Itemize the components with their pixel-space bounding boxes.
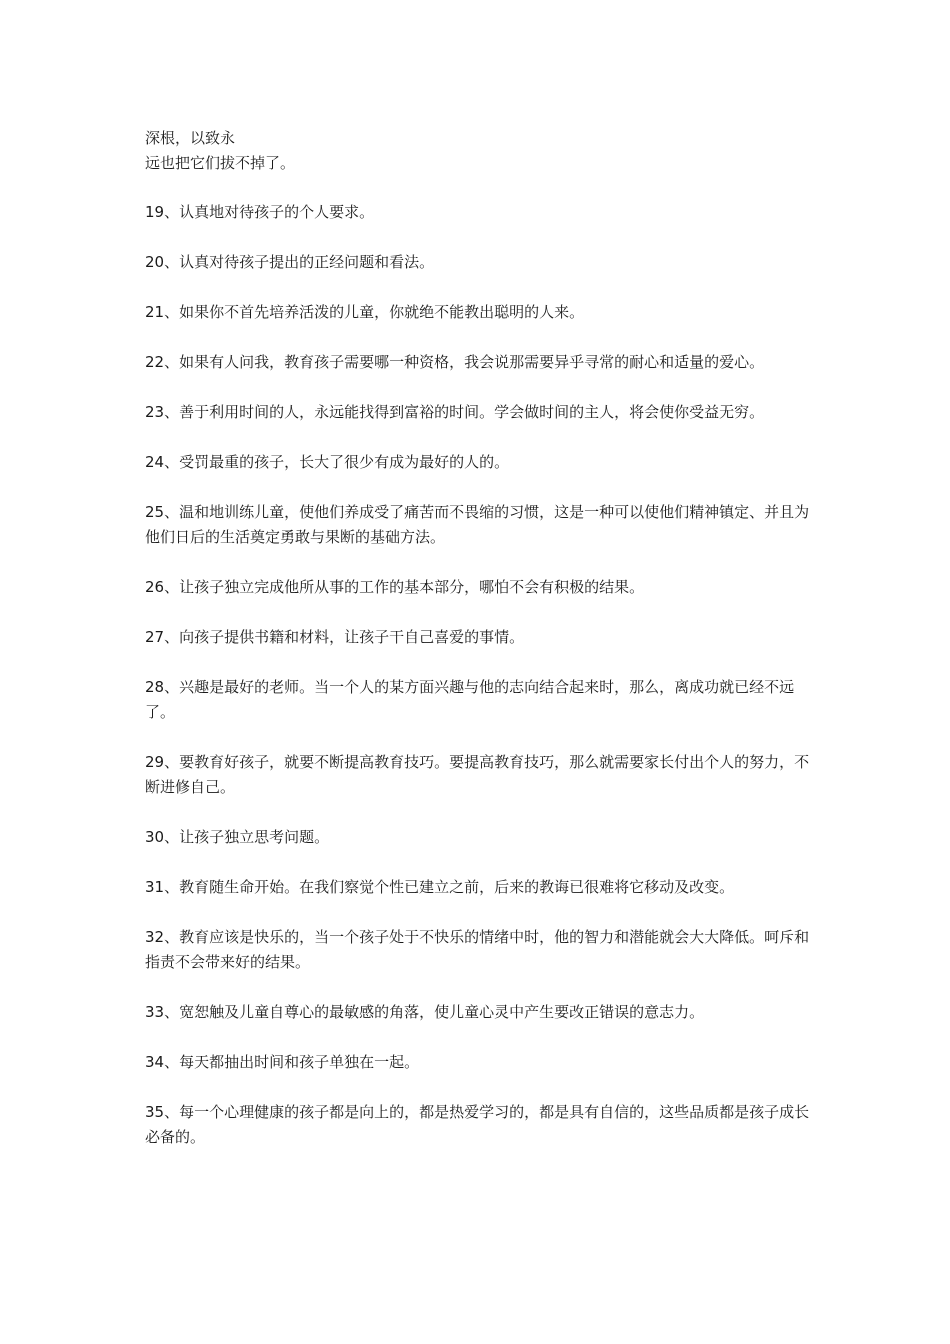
quote-item-24: 24、受罚最重的孩子，长大了很少有成为最好的人的。 bbox=[145, 453, 510, 471]
quote-list bbox=[145, 200, 815, 1175]
quote-item-19: 19、认真地对待孩子的个人要求。 bbox=[145, 203, 375, 221]
quote-item-25: 25、温和地训练儿童，使他们养成受了痛苦而不畏缩的习惯，这是一种可以使他们精神镇定、并且为他们日后的生活奠定勇敢与果断的基础方法。 bbox=[145, 503, 810, 546]
quote-item-20: 20、认真对待孩子提出的正经问题和看法。 bbox=[145, 253, 435, 271]
quote-item-30: 30、让孩子独立思考问题。 bbox=[145, 828, 330, 846]
quote-item-32: 32、教育应该是快乐的，当一个孩子处于不快乐的情绪中时，他的智力和潜能就会大大降低。呵斥和指责不会带来好的结果。 bbox=[145, 928, 810, 971]
quote-item-34: 34、每天都抽出时间和孩子单独在一起。 bbox=[145, 1053, 420, 1071]
quote-item-27: 27、向孩子提供书籍和材料，让孩子干自己喜爱的事情。 bbox=[145, 628, 525, 646]
intro-paragraph bbox=[145, 126, 815, 176]
intro-line: 深根，以致永 bbox=[145, 129, 236, 147]
quote-item-35: 35、每一个心理健康的孩子都是向上的，都是热爱学习的，都是具有自信的，这些品质都是孩子成长必备的。 bbox=[145, 1103, 810, 1146]
quote-item-22: 22、如果有人问我，教育孩子需要哪一种资格，我会说那需要异乎寻常的耐心和适量的爱心。 bbox=[145, 353, 765, 371]
quote-item-23: 23、善于利用时间的人，永远能找得到富裕的时间。学会做时间的主人，将会使你受益无穷。 bbox=[145, 403, 765, 421]
quote-item-28: 28、兴趣是最好的老师。当一个人的某方面兴趣与他的志向结合起来时，那么，离成功就已经不远了。 bbox=[145, 678, 795, 721]
quote-item-21: 21、如果你不首先培养活泼的儿童，你就绝不能教出聪明的人来。 bbox=[145, 303, 585, 321]
quote-item-33: 33、宽恕触及儿童自尊心的最敏感的角落，使儿童心灵中产生要改正错误的意志力。 bbox=[145, 1003, 705, 1021]
quote-item-29: 29、要教育好孩子，就要不断提高教育技巧。要提高教育技巧，那么就需要家长付出个人的努力，不断进修自己。 bbox=[145, 753, 810, 796]
quote-item-31: 31、教育随生命开始。在我们察觉个性已建立之前，后来的教诲已很难将它移动及改变。 bbox=[145, 878, 735, 896]
quote-item-26: 26、让孩子独立完成他所从事的工作的基本部分，哪怕不会有积极的结果。 bbox=[145, 578, 645, 596]
intro-line: 远也把它们拔不掉了。 bbox=[145, 154, 296, 172]
